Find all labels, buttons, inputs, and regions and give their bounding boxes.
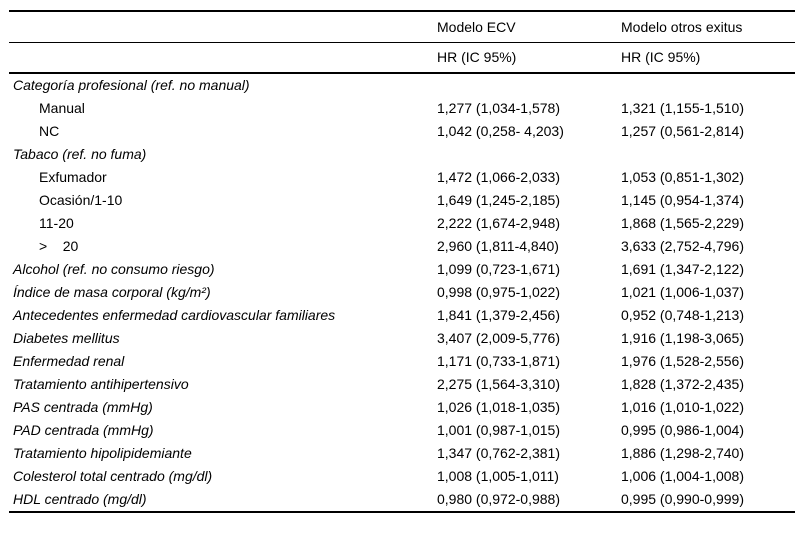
hr-ecv-value: 2,275 (1,564-3,310) <box>437 376 560 392</box>
hr-otros-value: 1,021 (1,006-1,037) <box>621 284 744 300</box>
table-row-pad-centrada <box>9 419 795 442</box>
row-label: PAD centrada (mmHg) <box>13 422 154 438</box>
hr-otros-value: 1,886 (1,298-2,740) <box>621 445 744 461</box>
table-row-manual <box>9 97 795 120</box>
table-row-nc <box>9 120 795 143</box>
header-title-row <box>9 11 795 43</box>
row-label: Enfermedad renal <box>13 353 125 369</box>
hr-ecv-value: 1,042 (0,258- 4,203) <box>437 123 564 139</box>
row-label: Tratamiento hipolipidemiante <box>13 445 192 461</box>
table-row-mas-de-20 <box>9 235 795 258</box>
hr-ecv-value: 2,960 (1,811-4,840) <box>437 238 559 254</box>
hr-table <box>9 10 795 513</box>
hr-otros-value: 1,916 (1,198-3,065) <box>621 330 744 346</box>
table-row-11-20 <box>9 212 795 235</box>
row-label: Tabaco (ref. no fuma) <box>13 146 147 162</box>
table-row-alcohol <box>9 258 795 281</box>
hr-otros-value: 0,952 (0,748-1,213) <box>621 307 744 323</box>
row-label: Categoría profesional (ref. no manual) <box>13 77 250 93</box>
table-row-tratamiento-antihipertensivo <box>9 373 795 396</box>
hr-ecv-value: 0,998 (0,975-1,022) <box>437 284 560 300</box>
table-row-colesterol-total <box>9 465 795 488</box>
hr-ecv-value: 1,171 (0,733-1,871) <box>437 353 560 369</box>
hr-ecv-value: 1,277 (1,034-1,578) <box>437 100 560 116</box>
col-header-modelo-ecv: Modelo ECV <box>437 11 621 43</box>
hr-ecv-value: 1,008 (1,005-1,011) <box>437 468 559 484</box>
row-label: 11-20 <box>39 215 74 231</box>
hr-otros-value: 3,633 (2,752-4,796) <box>621 238 744 254</box>
row-label: HDL centrado (mg/dl) <box>9 488 437 512</box>
row-label: > 20 <box>39 238 79 254</box>
hr-otros-value: 1,691 (1,347-2,122) <box>621 261 744 277</box>
hr-ecv-value: 1,649 (1,245-2,185) <box>437 192 560 208</box>
hr-ecv-value <box>437 143 621 166</box>
row-label: Alcohol (ref. no consumo riesgo) <box>13 261 215 277</box>
empty-header-cell <box>9 11 437 43</box>
hr-ecv-value: 1,001 (0,987-1,015) <box>437 422 560 438</box>
hr-ecv-value: 1,841 (1,379-2,456) <box>437 307 560 323</box>
table-row-tabaco <box>9 143 795 166</box>
hr-ecv-value: 1,472 (1,066-2,033) <box>437 169 560 185</box>
table-row-enfermedad-renal <box>9 350 795 373</box>
table-row-ocasion-1-10 <box>9 189 795 212</box>
row-label: Índice de masa corporal (kg/m²) <box>13 284 211 300</box>
hr-ecv-value: 1,347 (0,762-2,381) <box>437 445 560 461</box>
table-row-tratamiento-hipolipidemiante <box>9 442 795 465</box>
hr-otros-value: 1,145 (0,954-1,374) <box>621 192 744 208</box>
hr-otros-value: 0,995 (0,986-1,004) <box>621 422 744 438</box>
hr-ecv-value <box>437 73 621 97</box>
table-header <box>9 11 795 73</box>
row-label: NC <box>39 123 60 139</box>
empty-header-cell <box>9 43 437 74</box>
row-label: Colesterol total centrado (mg/dl) <box>13 468 213 484</box>
hr-otros-value: 0,995 (0,990-0,999) <box>621 488 795 512</box>
hr-ecv-value: 3,407 (2,009-5,776) <box>437 330 560 346</box>
hr-ecv-value: 1,099 (0,723-1,671) <box>437 261 560 277</box>
row-label: Manual <box>39 100 85 116</box>
hr-otros-value: 1,321 (1,155-1,510) <box>621 100 744 116</box>
table-row-categoria-profesional <box>9 73 795 97</box>
row-label: PAS centrada (mmHg) <box>13 399 153 415</box>
row-label: Exfumador <box>39 169 107 185</box>
row-label: Diabetes mellitus <box>13 330 120 346</box>
col-subheader-hr-ic-ecv: HR (IC 95%) <box>437 43 621 74</box>
row-label: Tratamiento antihipertensivo <box>13 376 189 392</box>
table-row-imc <box>9 281 795 304</box>
table-row-exfumador <box>9 166 795 189</box>
hr-otros-value: 1,016 (1,010-1,022) <box>621 399 744 415</box>
table-row-pas-centrada <box>9 396 795 419</box>
hr-otros-value: 1,257 (0,561-2,814) <box>621 123 744 139</box>
hr-otros-value: 1,053 (0,851-1,302) <box>621 169 744 185</box>
table-body <box>9 73 795 512</box>
row-label: Antecedentes enfermedad cardiovascular familiares <box>13 307 336 323</box>
hr-otros-value: 1,976 (1,528-2,556) <box>621 353 744 369</box>
table-row-antecedentes-cardiovascular <box>9 304 795 327</box>
hr-ecv-value: 0,980 (0,972-0,988) <box>437 488 621 512</box>
hr-ecv-value: 2,222 (1,674-2,948) <box>437 215 560 231</box>
hr-otros-value: 1,868 (1,565-2,229) <box>621 215 744 231</box>
table-row-hdl-centrado <box>9 488 795 512</box>
col-header-modelo-otros-exitus: Modelo otros exitus <box>621 11 795 43</box>
hr-otros-value: 1,828 (1,372-2,435) <box>621 376 744 392</box>
row-label: Ocasión/1-10 <box>39 192 123 208</box>
hr-otros-value: 1,006 (1,004-1,008) <box>621 468 744 484</box>
col-subheader-hr-ic-otros: HR (IC 95%) <box>621 43 795 74</box>
hr-otros-value <box>621 73 795 97</box>
table-row-diabetes-mellitus <box>9 327 795 350</box>
hr-otros-value <box>621 143 795 166</box>
hr-ecv-value: 1,026 (1,018-1,035) <box>437 399 560 415</box>
header-subtitle-row <box>9 43 795 74</box>
